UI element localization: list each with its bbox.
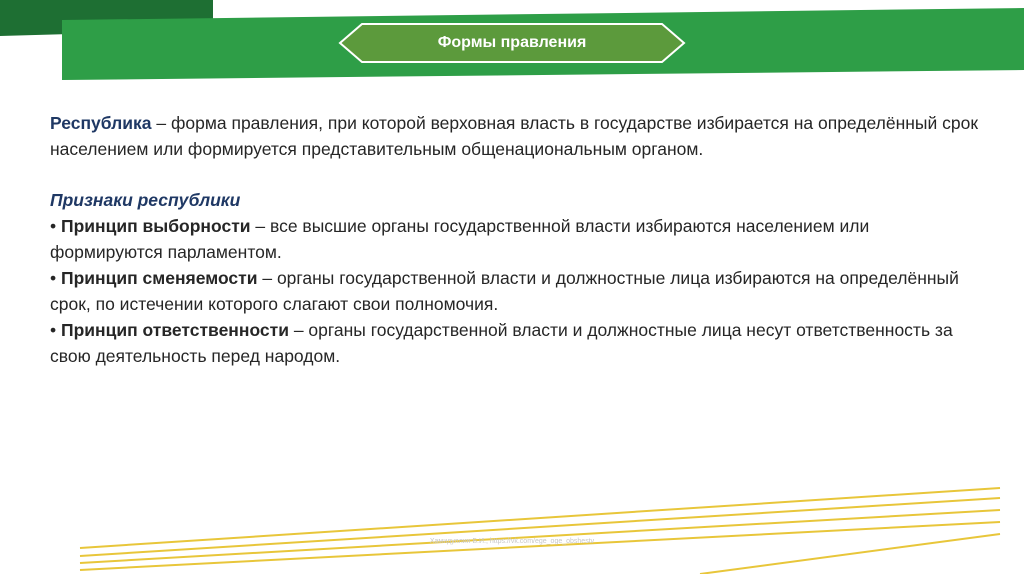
title-box [339,23,685,63]
sign-term: Принцип сменяемости [61,268,258,288]
gold-lines [80,488,1000,574]
sign-term: Принцип выборности [61,216,251,236]
sign-text: – органы государственной власти и должностные лица избираются на определённый срок, по истечении которого слагают свои полномочия. [50,268,959,314]
sign-item [50,213,980,265]
bullet: • [50,320,61,340]
signs-heading: Признаки республики [50,190,241,210]
bullet: • [50,268,61,288]
definition-paragraph [50,110,980,162]
definition-text: – форма правления, при которой верховная власть в государстве избирается на определённый срок населением или формируется представительным общенациональным органом. [50,113,978,159]
sign-term: Принцип ответственности [61,320,289,340]
definition-term: Республика [50,113,152,133]
sign-text: – органы государственной власти и должностные лица несут ответственность за свою деятельность перед народом. [50,320,953,366]
sign-text: – все высшие органы государственной власти избираются населением или формируются парламентом. [50,216,870,262]
sign-item [50,265,980,317]
footer-credit: Хамидуллин Б.И., https://vk.com/ege_oge_obshestv [429,538,595,545]
slide-title: Формы правления [437,34,587,51]
bullet: • [50,216,61,236]
sign-item [50,317,980,369]
slide-content [50,110,980,369]
